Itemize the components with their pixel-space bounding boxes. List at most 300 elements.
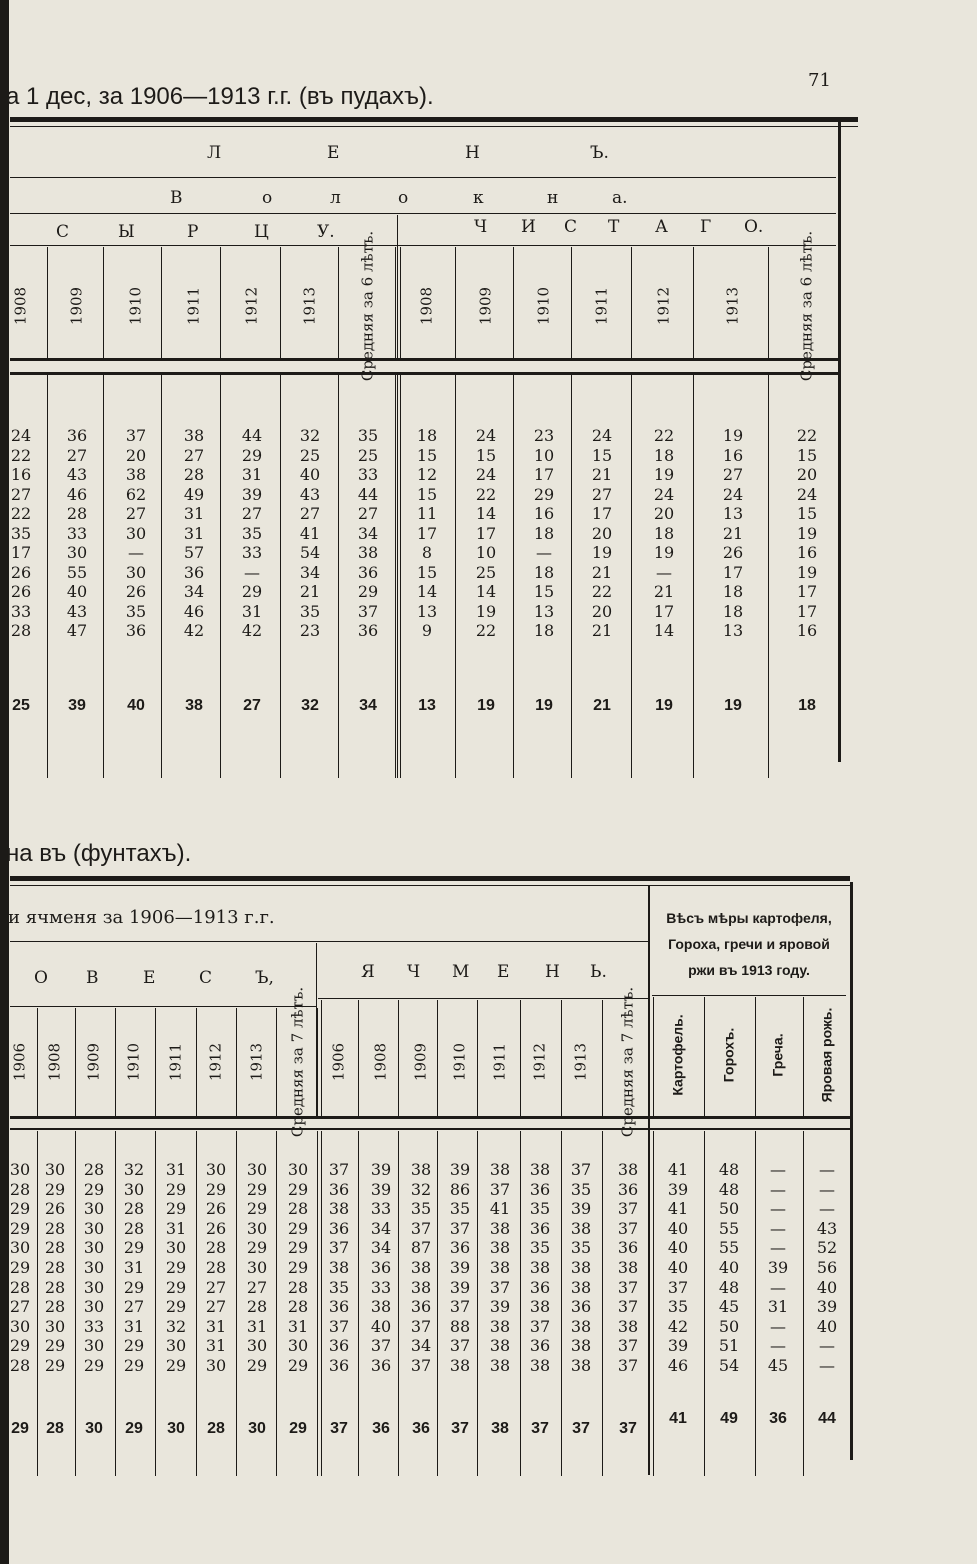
table-cell: 54 <box>718 1356 740 1375</box>
table-cell: 14 <box>416 582 438 601</box>
column-header: Средняя за 6 лѣтъ. <box>358 230 377 382</box>
column-line <box>103 373 104 778</box>
table-cell: 29 <box>165 1258 187 1277</box>
column-line <box>398 1000 399 1116</box>
table-cell: 24 <box>796 484 818 504</box>
table-cell: 21 <box>653 582 675 601</box>
table-cell: 36 <box>529 1179 551 1199</box>
header-letter: н <box>547 188 559 208</box>
table-cell: 34 <box>299 562 321 582</box>
table-cell: 28 <box>123 1218 145 1238</box>
table-cell: 16 <box>10 465 32 484</box>
table-cell: 36 <box>529 1218 551 1238</box>
table-cell: 26 <box>722 543 744 562</box>
table-cell: 31 <box>183 523 205 543</box>
average-cell: 25 <box>12 697 30 714</box>
average-cell: 36 <box>372 1420 390 1437</box>
table-cell: 14 <box>475 582 497 601</box>
table-cell: 39 <box>370 1160 392 1179</box>
table-cell: 36 <box>410 1297 432 1317</box>
column-line <box>358 1000 359 1116</box>
table-cell: 26 <box>44 1199 66 1219</box>
table-cell: 25 <box>357 445 379 465</box>
table-cell: 30 <box>83 1277 105 1297</box>
table-cell: 8 <box>421 543 433 562</box>
column-line <box>75 1131 76 1476</box>
table-cell: 19 <box>653 543 675 562</box>
table-cell: 41 <box>667 1199 689 1219</box>
column-header: 1911 <box>490 1042 509 1082</box>
header-letter: л <box>330 188 341 208</box>
table-cell: 15 <box>533 582 555 601</box>
table-cell: 39 <box>489 1297 511 1317</box>
column-header: 1913 <box>247 1042 266 1082</box>
table-cell: 30 <box>83 1199 105 1219</box>
table-cell: 16 <box>533 504 555 523</box>
table-cell: 30 <box>9 1160 31 1179</box>
header-letter: Р <box>187 222 199 242</box>
table-cell: 30 <box>246 1160 268 1179</box>
column-line <box>276 1008 277 1116</box>
table-cell: 18 <box>416 426 438 445</box>
table-cell: 40 <box>370 1316 392 1336</box>
column-line <box>397 215 398 358</box>
table-cell: 31 <box>205 1316 227 1336</box>
column-line <box>602 1000 603 1116</box>
table-cell: 27 <box>357 504 379 523</box>
table-cell: 50 <box>718 1316 740 1336</box>
column-line <box>520 1000 521 1116</box>
table-cell: 22 <box>10 445 32 465</box>
table-cell: 37 <box>449 1297 471 1317</box>
header-letter: И <box>521 217 536 237</box>
column-header: 1912 <box>530 1042 549 1082</box>
column-line <box>398 1131 399 1476</box>
header-letter: Е <box>143 968 156 988</box>
table-cell: 18 <box>653 523 675 543</box>
table-cell: 35 <box>449 1199 471 1219</box>
table-cell: 36 <box>370 1356 392 1375</box>
header-letter: О <box>34 968 48 988</box>
table-cell: 37 <box>449 1218 471 1238</box>
table-cell: 28 <box>287 1277 309 1297</box>
header-letter: М <box>452 962 470 982</box>
table-cell: 39 <box>449 1277 471 1297</box>
table-cell: 40 <box>667 1218 689 1238</box>
table-cell: 33 <box>10 601 32 621</box>
table-cell: 40 <box>718 1258 740 1277</box>
table-cell: 31 <box>205 1336 227 1356</box>
table-cell: 29 <box>246 1179 268 1199</box>
table-cell: 40 <box>816 1277 838 1297</box>
table-cell: 19 <box>653 465 675 484</box>
average-cell: 38 <box>491 1420 509 1437</box>
table-cell: 16 <box>722 445 744 465</box>
table-cell: 42 <box>667 1316 689 1336</box>
table-cell: 21 <box>591 621 613 640</box>
table-cell: 29 <box>287 1218 309 1238</box>
table-cell: 28 <box>123 1199 145 1219</box>
table-cell: 13 <box>722 621 744 640</box>
table-cell: 15 <box>416 445 438 465</box>
table-cell: 17 <box>653 601 675 621</box>
table-cell: 27 <box>299 504 321 523</box>
column-header: 1909 <box>67 286 86 326</box>
table-cell: 39 <box>816 1297 838 1317</box>
table-cell: 38 <box>410 1277 432 1297</box>
column-line <box>196 1131 197 1476</box>
table-cell: 19 <box>591 543 613 562</box>
table-cell: 16 <box>796 621 818 640</box>
table-cell: 39 <box>241 484 263 504</box>
table-cell: 15 <box>796 445 818 465</box>
table-cell: 37 <box>328 1160 350 1179</box>
table-cell: 88 <box>449 1316 471 1336</box>
table-cell: 41 <box>489 1199 511 1219</box>
table-cell: 48 <box>718 1179 740 1199</box>
header-letter: Ъ. <box>590 143 609 163</box>
average-cell: 36 <box>769 1410 787 1427</box>
table-cell: 48 <box>718 1160 740 1179</box>
table-cell: 29 <box>123 1277 145 1297</box>
table-cell: 28 <box>44 1218 66 1238</box>
top-table-caption: а 1 дес, за 1906—1913 г.г. (въ пудахъ). <box>6 83 434 110</box>
column-line <box>317 1008 318 1116</box>
table-cell: 30 <box>165 1336 187 1356</box>
table-cell: 18 <box>533 621 555 640</box>
average-cell: 28 <box>46 1420 64 1437</box>
table-cell: 31 <box>241 601 263 621</box>
table-cell: 38 <box>570 1258 592 1277</box>
table-cell: 29 <box>123 1356 145 1375</box>
column-line <box>317 1131 318 1476</box>
table-cell: 37 <box>529 1316 551 1336</box>
table-cell: — <box>770 1179 786 1199</box>
column-line <box>155 1008 156 1116</box>
table-cell: 32 <box>165 1316 187 1336</box>
average-cell: 19 <box>724 697 742 714</box>
column-header: 1913 <box>300 286 319 326</box>
table-cell: 30 <box>9 1238 31 1258</box>
table-cell: 17 <box>416 523 438 543</box>
average-cell: 29 <box>289 1420 307 1437</box>
column-line <box>321 1000 322 1116</box>
table-cell: 30 <box>125 523 147 543</box>
table-cell: 29 <box>287 1258 309 1277</box>
table-cell: 39 <box>667 1336 689 1356</box>
page-number: 71 <box>808 70 831 91</box>
table-cell: 38 <box>489 1238 511 1258</box>
column-line <box>513 247 514 358</box>
table-cell: 34 <box>410 1336 432 1356</box>
table-cell: 31 <box>123 1316 145 1336</box>
table-cell: 37 <box>617 1277 639 1297</box>
header-letter: О. <box>744 217 764 237</box>
table-cell: 40 <box>667 1258 689 1277</box>
table-cell: 26 <box>10 582 32 601</box>
table-cell: 38 <box>617 1160 639 1179</box>
table-cell: 38 <box>410 1258 432 1277</box>
table-cell: 37 <box>357 601 379 621</box>
table-cell: 56 <box>816 1258 838 1277</box>
column-line <box>321 1131 322 1476</box>
table-cell: 31 <box>246 1316 268 1336</box>
table-cell: 27 <box>123 1297 145 1317</box>
average-cell: 37 <box>619 1420 637 1437</box>
table-cell: 37 <box>410 1218 432 1238</box>
table-cell: 29 <box>357 582 379 601</box>
table-cell: 28 <box>10 621 32 640</box>
weight-header: Вѣсъ мѣры картофеля, Гороха, гречи и яровой ржи въ 1913 году. <box>666 910 832 978</box>
table-cell: 31 <box>183 504 205 523</box>
table-cell: — <box>244 562 260 582</box>
table-cell: 17 <box>591 504 613 523</box>
table-cell: 36 <box>529 1277 551 1297</box>
table-cell: 37 <box>617 1356 639 1375</box>
table-cell: 33 <box>83 1316 105 1336</box>
column-line <box>513 373 514 778</box>
table-cell: 22 <box>591 582 613 601</box>
table-cell: 27 <box>9 1297 31 1317</box>
table-cell: 35 <box>241 523 263 543</box>
average-cell: 44 <box>818 1410 836 1427</box>
column-line <box>631 247 632 358</box>
column-header: 1911 <box>166 1042 185 1082</box>
table-cell: 15 <box>475 445 497 465</box>
table-cell: 40 <box>667 1238 689 1258</box>
table-cell: 38 <box>449 1356 471 1375</box>
table-cell: 28 <box>9 1277 31 1297</box>
table-cell: 33 <box>357 465 379 484</box>
average-cell: 41 <box>669 1410 687 1427</box>
table-cell: 43 <box>299 484 321 504</box>
column-header: Картофель. <box>669 1014 686 1096</box>
column-line <box>520 1131 521 1476</box>
table-cell: 37 <box>570 1160 592 1179</box>
table-cell: 28 <box>205 1238 227 1258</box>
table-cell: 50 <box>718 1199 740 1219</box>
column-header: Яровая рожь. <box>818 1007 835 1103</box>
table-cell: 40 <box>66 582 88 601</box>
table-cell: 37 <box>617 1297 639 1317</box>
table-cell: 18 <box>653 445 675 465</box>
table-cell: 36 <box>125 621 147 640</box>
average-cell: 18 <box>798 697 816 714</box>
column-header: 1910 <box>124 1042 143 1082</box>
column-line <box>602 1131 603 1476</box>
table-cell: 36 <box>370 1258 392 1277</box>
table-cell: 34 <box>370 1218 392 1238</box>
table-cell: 43 <box>816 1218 838 1238</box>
column-header: 1912 <box>654 286 673 326</box>
table-cell: 38 <box>489 1336 511 1356</box>
table-cell: 19 <box>475 601 497 621</box>
table-cell: 52 <box>816 1238 838 1258</box>
table-cell: 19 <box>796 562 818 582</box>
column-header: 1906 <box>10 1042 29 1082</box>
table-cell: 28 <box>287 1199 309 1219</box>
column-line <box>477 1131 478 1476</box>
average-cell: 37 <box>572 1420 590 1437</box>
table-cell: 32 <box>299 426 321 445</box>
table-cell: 25 <box>475 562 497 582</box>
table-cell: 37 <box>489 1277 511 1297</box>
column-line <box>803 1131 804 1476</box>
table-cell: 34 <box>357 523 379 543</box>
table-cell: 17 <box>533 465 555 484</box>
table-cell: 40 <box>816 1316 838 1336</box>
table-cell: 37 <box>667 1277 689 1297</box>
column-line <box>395 373 396 778</box>
table-cell: 29 <box>83 1179 105 1199</box>
header-letter: Ч <box>474 217 488 237</box>
header-letter: С <box>56 222 70 242</box>
table-cell: 25 <box>299 445 321 465</box>
column-line <box>220 373 221 778</box>
average-cell: 29 <box>11 1420 29 1437</box>
table-cell: 29 <box>533 484 555 504</box>
table-cell: 20 <box>653 504 675 523</box>
table-cell: 31 <box>767 1297 789 1317</box>
table-cell: 30 <box>165 1238 187 1258</box>
table-cell: 35 <box>10 523 32 543</box>
table-cell: 23 <box>299 621 321 640</box>
column-line <box>37 1131 38 1476</box>
table-cell: 22 <box>10 504 32 523</box>
column-line <box>455 247 456 358</box>
table-cell: 11 <box>416 504 438 523</box>
table-cell: 41 <box>299 523 321 543</box>
average-cell: 19 <box>477 697 495 714</box>
average-cell: 30 <box>85 1420 103 1437</box>
column-line <box>115 1008 116 1116</box>
table-cell: 30 <box>125 562 147 582</box>
table-cell: 29 <box>241 445 263 465</box>
table-cell: 13 <box>416 601 438 621</box>
column-header: Средняя за 6 лѣтъ. <box>797 230 816 382</box>
table-cell: 38 <box>570 1336 592 1356</box>
table-cell: 28 <box>44 1277 66 1297</box>
average-cell: 34 <box>359 697 377 714</box>
column-line <box>477 1000 478 1116</box>
table-cell: 30 <box>246 1258 268 1277</box>
table-cell: 17 <box>10 543 32 562</box>
header-letter: о <box>398 188 409 208</box>
bottom-subcaption: и ячменя за 1906—1913 г.г. <box>8 907 275 928</box>
table-cell: 20 <box>125 445 147 465</box>
table-cell: 38 <box>328 1199 350 1219</box>
table-cell: 15 <box>416 562 438 582</box>
column-line <box>437 1131 438 1476</box>
column-line <box>161 373 162 778</box>
table-cell: 24 <box>591 426 613 445</box>
column-line <box>37 1008 38 1116</box>
column-line <box>220 247 221 358</box>
table-cell: 12 <box>416 465 438 484</box>
column-line <box>280 373 281 778</box>
average-cell: 29 <box>125 1420 143 1437</box>
table-cell: 14 <box>475 504 497 523</box>
table-cell: 30 <box>83 1297 105 1317</box>
table-cell: 29 <box>123 1238 145 1258</box>
table-cell: 29 <box>9 1218 31 1238</box>
table-cell: — <box>770 1336 786 1356</box>
table-cell: 35 <box>299 601 321 621</box>
table-cell: 29 <box>123 1336 145 1356</box>
column-header: 1911 <box>184 286 203 326</box>
table-cell: 38 <box>529 1258 551 1277</box>
table-cell: 42 <box>241 621 263 640</box>
table-cell: 41 <box>667 1160 689 1179</box>
table-cell: 28 <box>183 465 205 484</box>
header-letter: Я <box>361 962 375 982</box>
table-cell: 48 <box>718 1277 740 1297</box>
table-cell: 29 <box>9 1336 31 1356</box>
column-line <box>571 373 572 778</box>
table-cell: 30 <box>44 1160 66 1179</box>
table-cell: 40 <box>299 465 321 484</box>
table-cell: 36 <box>357 562 379 582</box>
table-cell: — <box>819 1179 835 1199</box>
header-letter: С <box>199 968 213 988</box>
table-cell: 10 <box>475 543 497 562</box>
table-cell: 29 <box>9 1258 31 1277</box>
table-cell: 36 <box>449 1238 471 1258</box>
average-cell: 19 <box>655 697 673 714</box>
table-cell: 19 <box>796 523 818 543</box>
column-line <box>115 1131 116 1476</box>
table-cell: 55 <box>718 1238 740 1258</box>
table-cell: 9 <box>421 621 433 640</box>
table-cell: 15 <box>591 445 613 465</box>
table-cell: 39 <box>449 1160 471 1179</box>
table-cell: 38 <box>529 1297 551 1317</box>
table-cell: 27 <box>205 1277 227 1297</box>
header-letter: В <box>86 968 99 988</box>
table-cell: — <box>128 543 144 562</box>
column-line <box>338 373 339 778</box>
table-cell: 18 <box>533 523 555 543</box>
table-cell: 29 <box>44 1336 66 1356</box>
column-line <box>803 997 804 1116</box>
table-cell: 36 <box>617 1238 639 1258</box>
table-cell: 35 <box>410 1199 432 1219</box>
table-cell: 29 <box>246 1199 268 1219</box>
column-line <box>693 373 694 778</box>
table-cell: 29 <box>165 1199 187 1219</box>
table-cell: 29 <box>165 1297 187 1317</box>
table-cell: 87 <box>410 1238 432 1258</box>
table-cell: 20 <box>796 465 818 484</box>
column-line <box>47 373 48 778</box>
header-letter: Е <box>327 143 340 163</box>
average-cell: 39 <box>68 697 86 714</box>
column-line <box>395 247 396 358</box>
table-cell: 43 <box>66 601 88 621</box>
table-cell: 28 <box>246 1297 268 1317</box>
column-header: 1910 <box>126 286 145 326</box>
table-cell: 28 <box>66 504 88 523</box>
table-cell: 28 <box>44 1258 66 1277</box>
column-header: 1908 <box>417 286 436 326</box>
table-cell: 30 <box>44 1316 66 1336</box>
column-line <box>653 1131 654 1476</box>
column-line <box>236 1131 237 1476</box>
table-cell: 28 <box>9 1356 31 1375</box>
header-letter: Ч <box>407 962 421 982</box>
column-line <box>704 1131 705 1476</box>
table-cell: 45 <box>718 1297 740 1317</box>
